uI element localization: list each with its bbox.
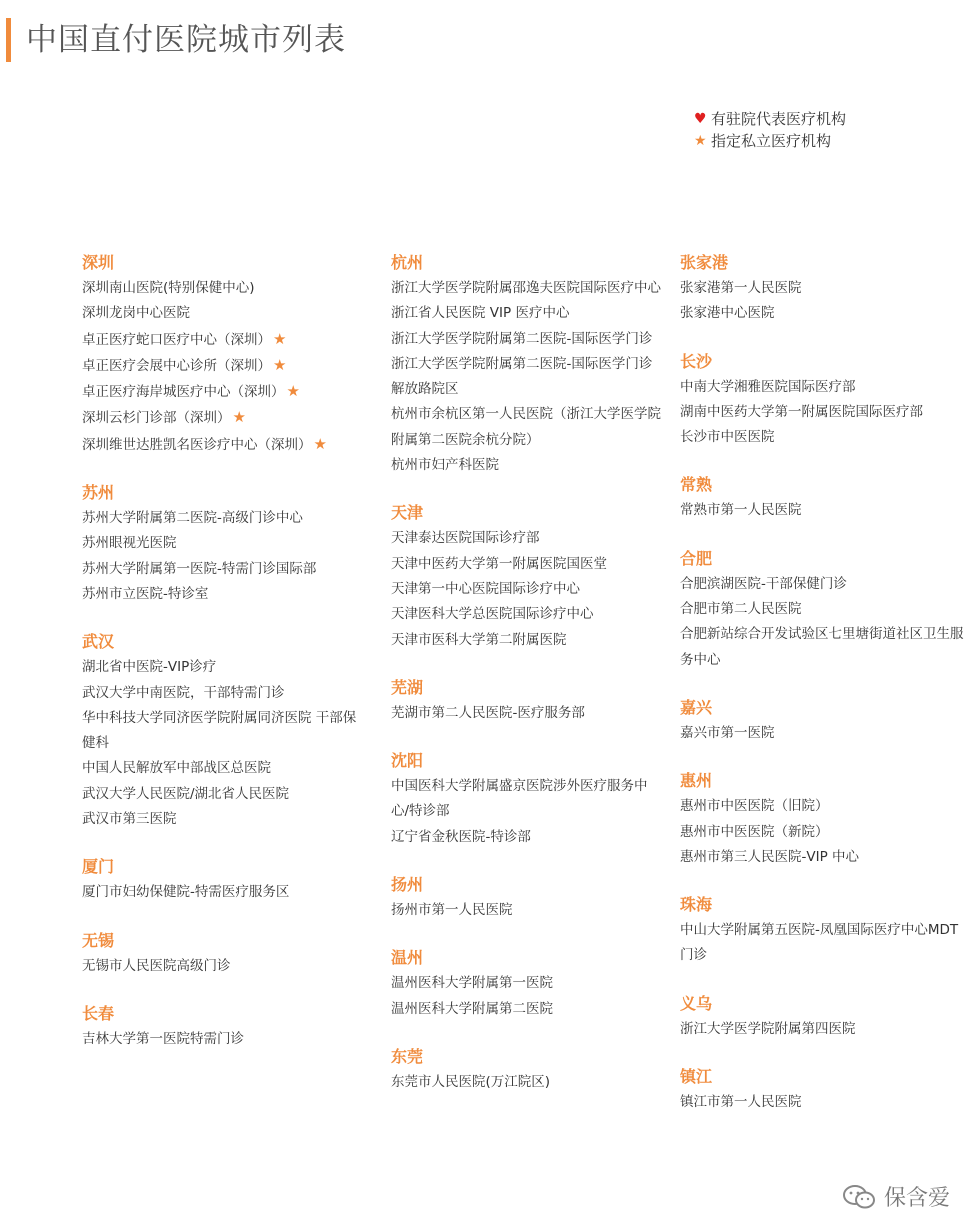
hospital-name: 浙江大学医学院附属第四医院 — [680, 1020, 856, 1037]
heart-icon: ♥ — [694, 111, 707, 127]
city-section — [82, 250, 367, 458]
hospital-item — [391, 898, 661, 923]
hospital-item — [680, 375, 965, 400]
hospital-item — [391, 628, 661, 653]
city-section — [680, 472, 965, 523]
hospital-name: 湖南中医药大学第一附属医院国际医疗部 — [680, 403, 923, 420]
hospital-item — [82, 706, 367, 757]
city-section — [391, 1044, 661, 1095]
hospital-name: 浙江大学医学院附属第二医院-国际医学门诊解放路院区 — [391, 355, 653, 398]
city-section — [680, 991, 965, 1042]
legend-item-resident — [694, 108, 846, 130]
hospital-name: 浙江省人民医院 VIP 医疗中心 — [391, 305, 570, 322]
city-name: 深圳 — [82, 253, 115, 272]
hospital-name: 卓正医疗海岸城医疗中心（深圳） — [82, 384, 285, 401]
hospital-name: 辽宁省金秋医院-特诊部 — [391, 828, 531, 845]
hospital-item — [82, 880, 367, 905]
hospital-item — [391, 602, 661, 627]
hospital-name: 东莞市人民医院(万江院区) — [391, 1073, 551, 1090]
city-section — [391, 500, 661, 652]
hospital-item — [680, 721, 965, 746]
legend — [694, 108, 846, 152]
city-name: 长春 — [82, 1003, 115, 1023]
city-name: 芜湖 — [391, 677, 424, 697]
hospital-item — [391, 701, 661, 726]
hospital-name: 杭州市余杭区第一人民医院（浙江大学医学院附属第二医院余杭分院） — [391, 406, 661, 448]
hospital-item — [391, 825, 661, 850]
star-icon: ★ — [286, 382, 300, 401]
hospital-name: 卓正医疗会展中心诊所（深圳） — [82, 357, 271, 374]
hospital-name: 嘉兴市第一医院 — [680, 724, 775, 741]
hospital-item — [680, 572, 965, 597]
star-icon: ★ — [273, 329, 287, 348]
hospital-item — [82, 327, 367, 353]
hospital-name: 惠州市中医医院（旧院） — [680, 798, 829, 815]
title-accent-bar — [6, 18, 11, 62]
hospital-name: 苏州大学附属第一医院-特需门诊国际部 — [82, 560, 317, 577]
hospital-item — [680, 622, 965, 673]
hospital-item — [82, 506, 367, 531]
city-section — [82, 480, 367, 607]
hospital-item — [82, 405, 367, 431]
hospital-name: 天津泰达医院国际诊疗部 — [391, 530, 540, 547]
hospital-name: 武汉市第三医院 — [82, 811, 177, 828]
hospital-item — [82, 353, 367, 379]
column-3 — [680, 250, 965, 1137]
city-section — [680, 250, 965, 327]
hospital-name: 长沙市中医医院 — [680, 429, 775, 446]
city-section — [82, 928, 367, 979]
hospital-item — [82, 655, 367, 680]
hospital-name: 卓正医疗蛇口医疗中心（深圳） — [82, 331, 271, 348]
hospital-item — [82, 432, 367, 458]
hospital-item — [391, 774, 661, 825]
hospital-name: 武汉大学人民医院/湖北省人民医院 — [82, 785, 290, 802]
hospital-name: 杭州市妇产科医院 — [391, 457, 499, 474]
hospital-item — [82, 954, 367, 979]
city-section — [391, 945, 661, 1022]
legend-item-private — [694, 130, 846, 152]
hospital-name: 合肥滨湖医院-干部保健门诊 — [680, 575, 847, 592]
hospital-item — [391, 327, 661, 352]
hospital-name: 深圳云杉门诊部（深圳） — [82, 410, 231, 427]
city-section — [82, 854, 367, 905]
hospital-item — [391, 453, 661, 478]
hospital-item — [680, 597, 965, 622]
city-name: 嘉兴 — [680, 697, 713, 717]
hospital-name: 深圳维世达胜凯名医诊疗中心（深圳） — [82, 436, 312, 453]
hospital-item — [391, 276, 661, 301]
legend-heart-label: 有驻院代表医疗机构 — [711, 110, 847, 128]
star-icon: ★ — [232, 408, 246, 427]
watermark — [842, 1181, 950, 1212]
hospital-item — [680, 820, 965, 845]
hospital-item — [391, 301, 661, 326]
hospital-item — [680, 918, 965, 969]
city-name: 镇江 — [680, 1067, 713, 1087]
city-name: 常熟 — [680, 475, 713, 495]
hospital-item — [680, 498, 965, 523]
wechat-icon — [842, 1184, 876, 1210]
hospital-item — [391, 402, 661, 453]
hospital-item — [391, 971, 661, 996]
hospital-name: 吉林大学第一医院特需门诊 — [82, 1030, 244, 1047]
city-name: 惠州 — [680, 771, 713, 791]
hospital-name: 合肥新站综合开发试验区七里塘街道社区卫生服务中心 — [680, 626, 964, 668]
hospital-name: 深圳南山医院(特别保健中心) — [82, 280, 255, 296]
hospital-name: 华中科技大学同济医学院附属同济医院 干部保健科 — [82, 709, 357, 752]
hospital-name: 苏州大学附属第二医院-高级门诊中心 — [82, 510, 303, 527]
city-section — [82, 629, 367, 832]
hospital-name: 苏州眼视光医院 — [82, 535, 177, 552]
city-name: 沈阳 — [391, 751, 424, 771]
hospital-name: 中南大学湘雅医院国际医疗部 — [680, 378, 856, 395]
hospital-item — [680, 301, 965, 326]
city-section — [680, 768, 965, 870]
hospital-name: 湖北省中医院-VIP诊疗 — [82, 659, 217, 676]
column-2 — [391, 250, 661, 1117]
page-title: 中国直付医院城市列表 — [26, 22, 346, 58]
hospital-name: 无锡市人民医院高级门诊 — [82, 957, 231, 974]
city-name: 无锡 — [82, 930, 115, 950]
city-section — [680, 695, 965, 746]
city-section — [391, 675, 661, 726]
hospital-item — [391, 526, 661, 551]
city-name: 扬州 — [391, 875, 424, 895]
star-icon: ★ — [313, 434, 327, 453]
star-icon: ★ — [273, 355, 287, 374]
hospital-item — [391, 1070, 661, 1095]
hospital-item — [82, 756, 367, 781]
city-section — [82, 1001, 367, 1052]
city-name: 张家港 — [680, 253, 729, 272]
city-name: 义乌 — [680, 993, 713, 1013]
hospital-item — [82, 1027, 367, 1052]
hospital-item — [82, 681, 367, 706]
hospital-item — [82, 807, 367, 832]
hospital-item — [391, 577, 661, 602]
hospital-item — [680, 845, 965, 870]
city-name: 珠海 — [680, 895, 713, 915]
hospital-item — [680, 1090, 965, 1115]
city-section — [680, 349, 965, 451]
hospital-item — [680, 425, 965, 450]
hospital-item — [82, 301, 367, 326]
city-name: 长沙 — [680, 351, 713, 371]
hospital-name: 天津中医药大学第一附属医院国医堂 — [391, 555, 607, 572]
legend-star-label: 指定私立医疗机构 — [711, 132, 832, 150]
city-name: 杭州 — [391, 253, 424, 272]
city-section — [680, 892, 965, 969]
hospital-item — [82, 531, 367, 556]
hospital-item — [391, 997, 661, 1022]
hospital-name: 惠州市第三人民医院-VIP 中心 — [680, 848, 860, 865]
city-name: 武汉 — [82, 632, 115, 652]
hospital-name: 深圳龙岗中心医院 — [82, 305, 190, 322]
hospital-name: 镇江市第一人民医院 — [680, 1094, 802, 1111]
city-section — [680, 1064, 965, 1115]
city-name: 东莞 — [391, 1046, 424, 1066]
hospital-item — [680, 794, 965, 819]
hospital-name: 中国人民解放军中部战区总医院 — [82, 760, 271, 777]
city-name: 天津 — [391, 503, 424, 523]
hospital-item — [82, 379, 367, 405]
hospital-name: 温州医科大学附属第一医院 — [391, 975, 553, 992]
city-section — [391, 872, 661, 923]
hospital-name: 中山大学附属第五医院-凤凰国际医疗中心MDT门诊 — [680, 922, 959, 964]
hospital-item — [82, 782, 367, 807]
hospital-name: 张家港中心医院 — [680, 305, 775, 322]
city-section — [680, 546, 965, 673]
hospital-item — [391, 552, 661, 577]
hospital-item — [82, 276, 367, 301]
hospital-item — [391, 352, 661, 403]
city-name: 厦门 — [82, 857, 115, 877]
hospital-name: 天津第一中心医院国际诊疗中心 — [391, 580, 580, 597]
hospital-item — [680, 276, 965, 301]
hospital-name: 厦门市妇幼保健院-特需医疗服务区 — [82, 884, 290, 901]
hospital-name: 合肥市第二人民医院 — [680, 601, 802, 618]
hospital-name: 浙江大学医学院附属第二医院-国际医学门诊 — [391, 330, 653, 347]
hospital-name: 中国医科大学附属盛京医院涉外医疗服务中心/特诊部 — [391, 778, 648, 820]
hospital-name: 天津市医科大学第二附属医院 — [391, 631, 567, 648]
hospital-name: 常熟市第一人民医院 — [680, 502, 802, 519]
hospital-name: 张家港第一人民医院 — [680, 280, 802, 296]
hospital-item — [680, 400, 965, 425]
hospital-name: 温州医科大学附属第二医院 — [391, 1000, 553, 1017]
hospital-item — [680, 1017, 965, 1042]
watermark-text: 保含爱 — [883, 1186, 950, 1211]
hospital-item — [82, 557, 367, 582]
hospital-name: 武汉大学中南医院，干部特需门诊 — [82, 684, 285, 701]
hospital-name: 浙江大学医学院附属邵逸夫医院国际医疗中心 — [391, 280, 661, 296]
city-section — [391, 748, 661, 850]
city-section — [391, 250, 661, 478]
city-name: 温州 — [391, 948, 424, 968]
city-name: 合肥 — [680, 548, 713, 568]
hospital-item — [82, 582, 367, 607]
column-1 — [82, 250, 367, 1074]
hospital-name: 苏州市立医院-特诊室 — [82, 585, 209, 602]
hospital-name: 惠州市中医医院（新院） — [680, 823, 829, 840]
hospital-name: 扬州市第一人民医院 — [391, 902, 513, 919]
hospital-name: 天津医科大学总医院国际诊疗中心 — [391, 606, 594, 623]
star-icon: ★ — [694, 133, 707, 149]
hospital-name: 芜湖市第二人民医院-医疗服务部 — [391, 704, 585, 721]
city-name: 苏州 — [82, 483, 115, 503]
